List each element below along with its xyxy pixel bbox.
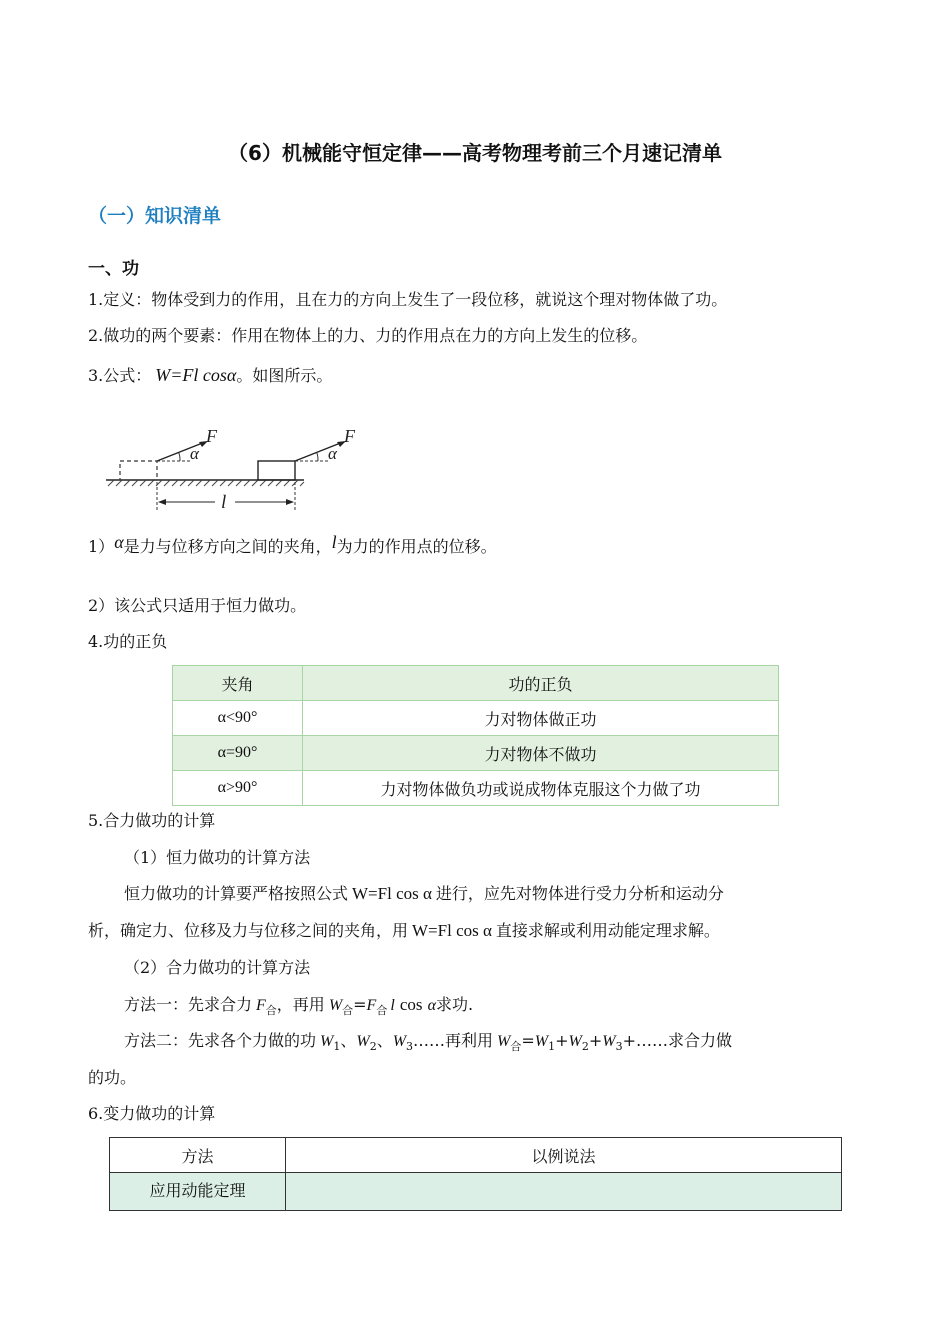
note-1 bbox=[88, 532, 497, 557]
cf-line2-post: 直接求解或利用动能定理求解。 bbox=[495, 921, 720, 940]
table-row bbox=[173, 771, 779, 806]
block-final bbox=[258, 461, 295, 480]
block-initial bbox=[120, 461, 157, 480]
m1-mid: ，再用 bbox=[276, 995, 325, 1014]
definition-line: 1.定义：物体受到力的作用，且在力的方向上发生了一段位移，就说这个理对物体做了功。 bbox=[88, 290, 728, 309]
m2-eq: = bbox=[521, 1031, 535, 1050]
example-cell bbox=[286, 1173, 842, 1211]
note-1-prefix: 1） bbox=[88, 537, 115, 556]
elements-line: 2.做功的两个要素：作用在物体上的力、力的作用点在力的方向上发生的位移。 bbox=[88, 326, 648, 345]
table-row bbox=[173, 736, 779, 771]
variable-force-table bbox=[109, 1137, 842, 1211]
angle-cell: α>90° bbox=[173, 771, 303, 806]
cf-line1-pre: 恒力做功的计算要严格按照公式 bbox=[124, 884, 349, 903]
dim-arrow-right bbox=[286, 499, 294, 505]
header-method: 方法 bbox=[110, 1138, 286, 1173]
constant-force-heading: （1）恒力做功的计算方法 bbox=[124, 848, 311, 867]
section-heading: （一）知识清单 bbox=[88, 205, 222, 227]
constant-force-line-1 bbox=[124, 884, 724, 904]
l-symbol: l bbox=[331, 532, 337, 552]
angle-cell: α=90° bbox=[173, 736, 303, 771]
m1-l: l bbox=[390, 997, 395, 1014]
cf-line2-pre: 析，确定力、位移及力与位移之间的夹角，用 bbox=[88, 921, 409, 940]
method-two bbox=[124, 1031, 732, 1057]
m2-dots: ……再利用 bbox=[413, 1031, 494, 1050]
formula-suffix: 。如图所示。 bbox=[236, 366, 333, 385]
w1b: W bbox=[534, 1033, 549, 1050]
force-label-1: F bbox=[206, 426, 217, 446]
header-sign: 功的正负 bbox=[303, 666, 779, 701]
w1-sub: 1 bbox=[333, 1040, 341, 1054]
plus-1: + bbox=[555, 1031, 569, 1050]
table-header-row bbox=[110, 1138, 842, 1173]
w-total-sub: 合 bbox=[510, 1040, 522, 1054]
sep-2: 、 bbox=[376, 1031, 393, 1050]
m2-end: +……求合力做 bbox=[622, 1031, 732, 1050]
method-cell: 应用动能定理 bbox=[110, 1173, 286, 1211]
m1-cos: cos bbox=[399, 995, 423, 1014]
dim-arrow-left bbox=[158, 499, 166, 505]
plus-2: + bbox=[588, 1031, 603, 1050]
work-formula: W=Fl cosα bbox=[155, 365, 237, 385]
w2b: W bbox=[568, 1033, 582, 1050]
w2b-sub: 2 bbox=[581, 1040, 589, 1054]
ground-hatch bbox=[108, 480, 304, 486]
w3b-sub: 3 bbox=[615, 1040, 623, 1054]
m1-post: 求功. bbox=[436, 995, 474, 1014]
formula-prefix: 3.公式： bbox=[88, 366, 152, 385]
force-label-2: F bbox=[344, 426, 355, 446]
table-header-row bbox=[173, 666, 779, 701]
formula-inline-1: W=Fl cos α bbox=[352, 884, 432, 903]
sign-cell: 力对物体做负功或说成物体克服这个力做了功 bbox=[303, 771, 779, 806]
m1-work: W bbox=[328, 997, 343, 1014]
m1-sub: 合 bbox=[265, 1004, 277, 1018]
work-sign-heading: 4.功的正负 bbox=[88, 632, 168, 651]
m1-sub-3: 合 bbox=[376, 1004, 388, 1018]
w3: W bbox=[392, 1033, 407, 1050]
sign-cell: 力对物体不做功 bbox=[303, 736, 779, 771]
table-row bbox=[110, 1173, 842, 1211]
variable-force-heading: 6.变力做功的计算 bbox=[88, 1104, 216, 1123]
note-1-mid: 是力与位移方向之间的夹角， bbox=[123, 537, 332, 556]
resultant-force-heading: （2）合力做功的计算方法 bbox=[124, 958, 311, 977]
net-work-heading: 5.合力做功的计算 bbox=[88, 811, 216, 830]
note-2: 2）该公式只适用于恒力做功。 bbox=[88, 596, 307, 615]
constant-force-line-2 bbox=[88, 921, 720, 941]
m1-force-2: F bbox=[366, 997, 377, 1014]
alpha-symbol: α bbox=[114, 532, 124, 552]
header-angle: 夹角 bbox=[173, 666, 303, 701]
angle-arc-2 bbox=[317, 453, 318, 461]
page-title: （6）机械能守恒定律——高考物理考前三个月速记清单 bbox=[228, 141, 722, 165]
m2-pre: 方法二：先求各个力做的功 bbox=[124, 1031, 317, 1050]
method-one bbox=[124, 995, 473, 1021]
m1-alpha: α bbox=[427, 997, 437, 1014]
angle-arc-1 bbox=[179, 453, 180, 461]
method-two-cont: 的功。 bbox=[88, 1068, 137, 1087]
formula-inline-2: W=Fl cos α bbox=[412, 921, 492, 940]
w3b: W bbox=[602, 1033, 616, 1050]
w3-sub: 3 bbox=[406, 1040, 414, 1054]
table-row bbox=[173, 701, 779, 736]
m1-sub-2: 合 bbox=[342, 1004, 354, 1018]
w1: W bbox=[320, 1033, 334, 1050]
w2-sub: 2 bbox=[369, 1040, 377, 1054]
angle-cell: α<90° bbox=[173, 701, 303, 736]
w1b-sub: 1 bbox=[548, 1040, 556, 1054]
formula-line bbox=[88, 365, 332, 386]
note-1-suffix: 为力的作用点的位移。 bbox=[336, 537, 497, 556]
alpha-label-1: α bbox=[190, 444, 199, 463]
m1-pre: 方法一：先求合力 bbox=[124, 995, 253, 1014]
m1-eq: = bbox=[353, 995, 367, 1014]
w-total: W bbox=[497, 1033, 511, 1050]
alpha-label-2: α bbox=[328, 444, 337, 463]
w2: W bbox=[356, 1033, 370, 1050]
work-sign-table bbox=[172, 665, 779, 806]
m1-force: F bbox=[256, 997, 266, 1014]
heading-work: 一、功 bbox=[88, 259, 139, 279]
sep-1: 、 bbox=[340, 1031, 357, 1050]
header-example: 以例说法 bbox=[286, 1138, 842, 1173]
cf-line1-post: 进行，应先对物体进行受力分析和运动分 bbox=[435, 884, 724, 903]
displacement-label: l bbox=[221, 492, 227, 513]
work-diagram bbox=[100, 420, 370, 520]
sign-cell: 力对物体做正功 bbox=[303, 701, 779, 736]
